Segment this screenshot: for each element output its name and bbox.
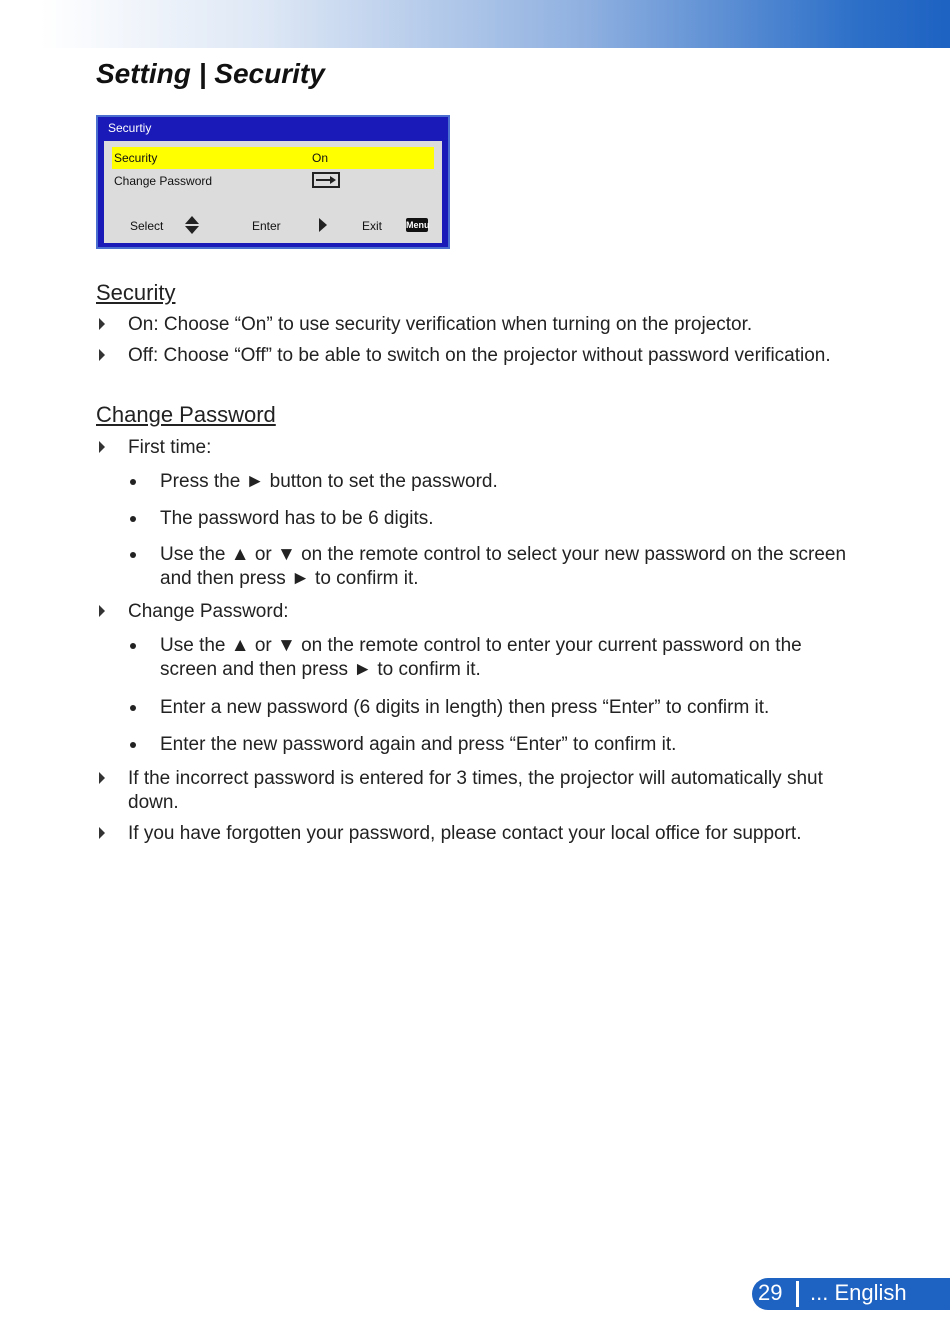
page-language: ... English	[810, 1280, 907, 1305]
bullet-icon	[130, 516, 136, 522]
osd-row-label: Change Password	[114, 174, 213, 188]
page-separator	[796, 1281, 799, 1307]
section-heading-change-password: Change Password	[96, 402, 276, 427]
page-badge	[752, 1278, 950, 1310]
list-item: Use the ▲ or ▼ on the remote control to enter your current password on the screen and then press ► to confirm it.	[160, 635, 802, 680]
list-item: Off: Choose “Off” to be able to switch on the projector without password verification.	[128, 345, 831, 366]
bullet-icon	[130, 552, 136, 558]
list-item: Press the ► button to set the password.	[160, 471, 498, 492]
caret-right-icon	[98, 317, 106, 331]
osd-row-security	[112, 147, 434, 169]
right-triangle-icon	[318, 217, 328, 233]
osd-panel	[104, 141, 442, 243]
caret-right-icon	[98, 826, 106, 840]
section-heading-security: Security	[96, 280, 176, 305]
header-band	[40, 0, 950, 48]
osd-exit-label: Exit	[362, 219, 383, 233]
caret-right-icon	[98, 604, 106, 618]
osd-row-value: On	[312, 151, 329, 165]
list-item: On: Choose “On” to use security verification when turning on the projector.	[128, 314, 753, 335]
up-down-icon	[184, 215, 200, 235]
list-item: If the incorrect password is entered for 3 times, the projector will automatically shut down.	[128, 768, 823, 813]
caret-right-icon	[98, 440, 106, 454]
enter-arrow-icon	[312, 172, 340, 188]
list-item: Change Password:	[128, 601, 289, 622]
osd-row-label: Security	[114, 151, 158, 165]
list-item: Enter the new password again and press “Enter” to confirm it.	[160, 734, 677, 755]
list-item: The password has to be 6 digits.	[160, 508, 434, 529]
list-item: If you have forgotten your password, please contact your local office for support.	[128, 823, 802, 844]
list-item: Enter a new password (6 digits in length) then press “Enter” to confirm it.	[160, 697, 770, 718]
list-item: First time:	[128, 437, 212, 458]
osd-menu	[96, 115, 450, 249]
bullet-icon	[130, 479, 136, 485]
page-number: 29	[758, 1280, 783, 1305]
osd-row-change-password	[112, 170, 434, 192]
bullet-icon	[130, 643, 136, 649]
page-title: Setting | Security	[96, 58, 325, 89]
caret-right-icon	[98, 348, 106, 362]
caret-right-icon	[98, 771, 106, 785]
osd-select-label: Select	[130, 219, 164, 233]
list-item: Use the ▲ or ▼ on the remote control to select your new password on the screen and then press ► to confirm it.	[160, 544, 847, 589]
osd-enter-label: Enter	[252, 219, 281, 233]
bullet-icon	[130, 705, 136, 711]
menu-icon: Menu	[406, 220, 430, 230]
osd-title: Securtiy	[108, 121, 152, 135]
bullet-icon	[130, 742, 136, 748]
